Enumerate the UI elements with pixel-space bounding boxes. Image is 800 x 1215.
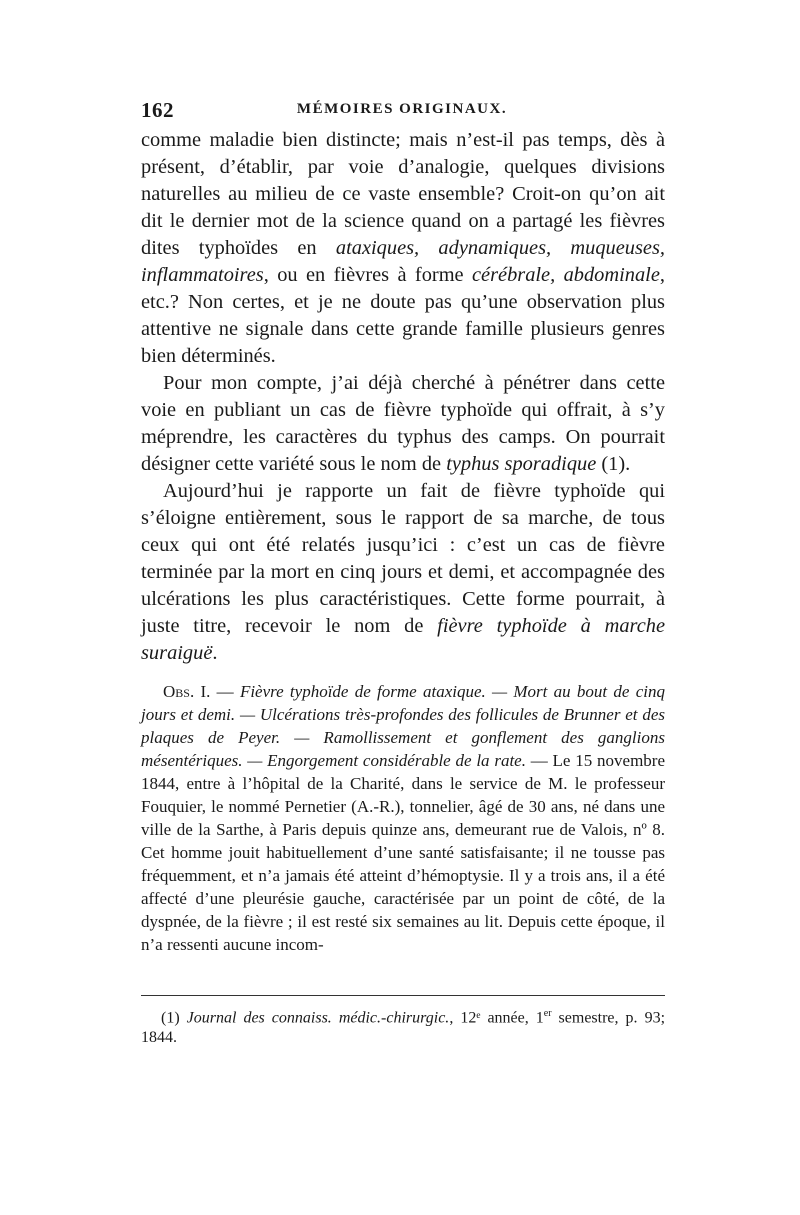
italic-run: typhus sporadique <box>446 453 597 475</box>
text-run: , ou en fièvres à forme <box>263 264 472 286</box>
text-run: (1) <box>161 1009 187 1027</box>
footnote-rule <box>141 995 665 996</box>
page-header <box>141 98 663 128</box>
italic-run: Journal des connaiss. médic.-chirurgic. <box>186 1009 450 1027</box>
text-run: Aujourd’hui je rapporte un fait de fièvre typhoïde qui s’éloigne entièrement, sous le rapport de sa marche, de tous ceux qui ont été relatés jusqu’ici : c’est un cas de fièvre terminée par la mort en cinq jours et demi, et accompagnée des ulcérations les plus caractéristiques. Cette forme pourrait, à juste titre, recevoir le nom de <box>141 480 665 637</box>
text-run: (1). <box>596 453 631 475</box>
italic-run: fièvre typhoïde à marche suraiguë <box>141 615 665 664</box>
text-run: . <box>212 642 218 664</box>
text-run: I. — <box>194 682 240 701</box>
italic-run: cérébrale, abdominale <box>471 264 660 286</box>
paragraph <box>141 127 665 370</box>
italic-run: Fièvre typhoïde de forme ataxique. — Mort au bout de cinq jours et demi. — Ulcérations très-profondes des follicules de Brunner et des plaques de Peyer. — Ramollissement et gonflement des ganglions mésentériques. — Engorgement considérable de la rate. <box>141 682 665 770</box>
italic-run: ataxiques, adynamiques, muqueuses, inflammatoires <box>141 237 665 286</box>
running-title: MÉMOIRES ORIGINAUX. <box>296 101 508 117</box>
text-run: Pour mon compte, j’ai déjà cherché à pénétrer dans cette voie en publiant un cas de fièvre typhoïde qui offrait, à s’y méprendre, les caractères du typhus des camps. On pourrait désigner cette variété sous le nom de <box>141 372 665 475</box>
text-run: semestre, p. 93; 1844. <box>141 1009 666 1047</box>
footnote <box>141 1004 665 1048</box>
paragraph <box>141 478 665 667</box>
paragraph <box>141 370 665 478</box>
text-run: — Le 15 novembre 1844, entre à l’hôpital de la Charité, dans le service de M. le professeur Fouquier, le nommé Pernetier (A.-R.), tonnelier, âgé de 30 ans, né dans une ville de la Sarthe, à Paris depuis quinze ans, demeurant rue de Valois, nº 8. Cet homme jouit habituellement d’une santé satisfaisante; il ne tousse pas fréquemment, et n’a jamais été atteint d’hémoptysie. Il y a trois ans, il a été affecté d’une pleurésie gauche, caractérisée par un point de côté, de la dyspnée, de la fièvre ; il est resté six semaines au lit. Depuis cette époque, il n’a ressenti aucune incom- <box>141 751 666 954</box>
page-number: 162 <box>141 98 174 122</box>
text-run: , etc.? Non certes, et je ne doute pas qu’une observation plus attentive ne signale dans cette grande famille plusieurs genres bien déterminés. <box>141 264 665 367</box>
text-run: Obs. <box>163 682 195 701</box>
text-run: comme maladie bien distincte; mais n’est-il pas temps, dès à présent, d’établir, par voie d’analogie, quelques divisions naturelles au milieu de ce vaste ensemble? Croit-on qu’on ait dit le dernier mot de la science quand on a partagé les fièvres dites typhoïdes en <box>141 129 665 259</box>
superscript-run: er <box>543 1008 552 1019</box>
observation-paragraph <box>141 680 665 956</box>
main-text <box>141 127 665 667</box>
text-run: , 12ᵉ année, 1 <box>449 1009 544 1027</box>
